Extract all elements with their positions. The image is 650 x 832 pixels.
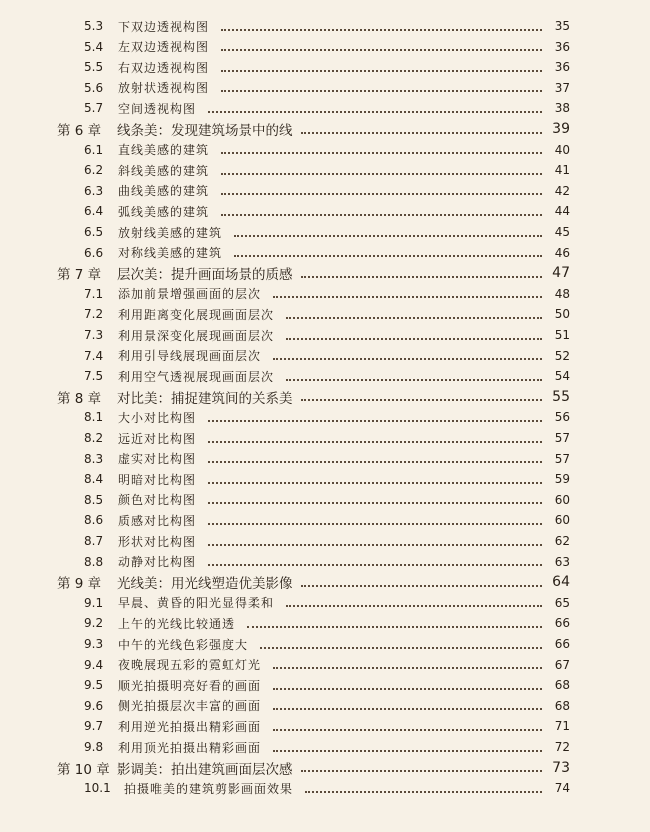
section-number: 7.2 xyxy=(84,307,104,322)
page-number: 74 xyxy=(554,781,570,796)
section-title: 早晨、黄昏的阳光显得柔和 xyxy=(118,596,275,611)
chapter-number: 第 6 章 xyxy=(57,123,102,139)
chapter-title: 对比美：捕捉建筑间的关系美 xyxy=(117,390,293,407)
section-number: 5.4 xyxy=(84,39,104,54)
page-number: 63 xyxy=(554,554,570,569)
section-number: 9.1 xyxy=(84,595,104,610)
section-number: 10.1 xyxy=(84,781,111,796)
section-title: 质感对比构图 xyxy=(118,513,197,528)
toc-section-row[interactable] xyxy=(0,449,650,469)
toc-section-row[interactable] xyxy=(0,243,650,263)
section-title: 直线美感的建筑 xyxy=(118,143,210,158)
toc-section-row[interactable] xyxy=(0,552,650,572)
dot-leader xyxy=(208,522,542,525)
section-title: 曲线美感的建筑 xyxy=(118,184,210,199)
toc-section-row[interactable] xyxy=(0,304,650,324)
toc-section-row[interactable] xyxy=(0,346,650,366)
page-number: 66 xyxy=(554,616,570,631)
page-number: 44 xyxy=(554,204,570,219)
section-title: 颜色对比构图 xyxy=(118,493,197,508)
toc-section-row[interactable] xyxy=(0,613,650,633)
toc-section-row[interactable] xyxy=(0,737,650,757)
page-number: 45 xyxy=(554,225,570,239)
page-number: 36 xyxy=(554,39,570,54)
section-title: 斜线美感的建筑 xyxy=(118,163,210,178)
toc-section-row[interactable] xyxy=(0,593,650,613)
page-number: 52 xyxy=(554,348,570,363)
page-number: 51 xyxy=(554,328,570,342)
dot-leader xyxy=(301,275,543,278)
dot-leader xyxy=(208,543,542,546)
page-number: 67 xyxy=(554,657,570,672)
page-number: 50 xyxy=(554,307,570,322)
chapter-number: 第 9 章 xyxy=(57,576,102,593)
dot-leader xyxy=(301,584,543,587)
dot-leader xyxy=(301,398,543,401)
section-title: 中午的光线色彩强度大 xyxy=(118,637,249,652)
toc-section-row[interactable] xyxy=(0,78,650,98)
dot-leader xyxy=(301,769,543,772)
dot-leader xyxy=(273,728,542,731)
section-title: 空间透视构图 xyxy=(118,101,197,116)
page-number: 57 xyxy=(554,451,570,466)
toc-chapter-row[interactable] xyxy=(0,263,650,283)
page-number: 68 xyxy=(554,698,570,713)
toc-section-row[interactable] xyxy=(0,16,650,36)
section-title: 利用景深变化展现画面层次 xyxy=(118,328,275,343)
section-title: 拍摄唯美的建筑剪影画面效果 xyxy=(124,781,294,796)
section-number: 6.1 xyxy=(84,142,104,157)
page-number: 38 xyxy=(554,101,570,116)
dot-leader xyxy=(273,666,542,669)
toc-chapter-row[interactable] xyxy=(0,119,650,139)
toc-section-row[interactable] xyxy=(0,510,650,530)
section-number: 5.6 xyxy=(84,80,104,95)
section-number: 8.8 xyxy=(84,554,104,569)
section-number: 6.3 xyxy=(84,183,104,198)
toc-section-row[interactable] xyxy=(0,57,650,77)
dot-leader xyxy=(221,28,542,31)
page-number: 56 xyxy=(554,410,570,425)
page-number: 54 xyxy=(554,369,570,384)
chapter-number: 第 7 章 xyxy=(57,267,102,284)
section-title: 大小对比构图 xyxy=(118,410,197,425)
toc-section-row[interactable] xyxy=(0,160,650,180)
chapter-title: 线条美：发现建筑场景中的线 xyxy=(117,123,293,139)
section-title: 左双边透视构图 xyxy=(118,40,210,55)
dot-leader xyxy=(208,481,542,484)
section-number: 7.5 xyxy=(84,369,104,384)
toc-section-row[interactable] xyxy=(0,428,650,448)
toc-section-row[interactable] xyxy=(0,366,650,386)
section-number: 8.2 xyxy=(84,431,104,445)
toc-section-row[interactable] xyxy=(0,634,650,654)
dot-leader xyxy=(273,687,542,690)
section-number: 9.8 xyxy=(84,740,104,754)
dot-leader xyxy=(208,110,542,113)
section-number: 6.4 xyxy=(84,204,104,219)
page-number: 65 xyxy=(554,595,570,610)
dot-leader xyxy=(286,604,542,607)
chapter-title: 层次美：提升画面场景的质感 xyxy=(117,267,293,284)
dot-leader xyxy=(247,625,542,628)
section-title: 放射线美感的建筑 xyxy=(118,225,223,240)
toc-section-row[interactable] xyxy=(0,490,650,510)
dot-leader xyxy=(208,563,542,566)
section-number: 6.2 xyxy=(84,163,104,178)
dot-leader xyxy=(301,131,543,134)
section-title: 放射状透视构图 xyxy=(118,81,210,96)
section-title: 右双边透视构图 xyxy=(118,60,210,75)
page-number: 48 xyxy=(554,286,570,301)
section-number: 9.5 xyxy=(84,678,104,693)
dot-leader xyxy=(221,151,542,154)
page-number: 42 xyxy=(554,183,570,198)
chapter-title: 影调美：拍出建筑画面层次感 xyxy=(117,761,293,778)
section-number: 7.3 xyxy=(84,328,104,342)
page-number: 73 xyxy=(552,759,570,776)
page-number: 60 xyxy=(554,513,570,528)
dot-leader xyxy=(208,440,542,443)
page-number: 39 xyxy=(552,121,570,137)
section-number: 9.4 xyxy=(84,657,104,672)
section-number: 6.6 xyxy=(84,245,104,260)
section-number: 7.1 xyxy=(84,286,104,301)
toc-section-row[interactable] xyxy=(0,696,650,716)
page-number: 64 xyxy=(552,574,570,591)
dot-leader xyxy=(260,646,542,649)
section-title: 虚实对比构图 xyxy=(118,452,197,467)
page-number: 59 xyxy=(554,472,570,487)
toc-section-row[interactable] xyxy=(0,181,650,201)
section-title: 对称线美感的建筑 xyxy=(118,246,223,261)
page-number: 41 xyxy=(554,163,570,178)
section-title: 利用顶光拍摄出精彩画面 xyxy=(118,740,262,755)
dot-leader xyxy=(273,749,542,752)
dot-leader xyxy=(208,501,542,504)
page-number: 40 xyxy=(554,142,570,157)
page-number: 71 xyxy=(554,719,570,734)
section-title: 弧线美感的建筑 xyxy=(118,204,210,219)
section-number: 8.7 xyxy=(84,534,104,548)
section-title: 远近对比构图 xyxy=(118,431,197,446)
page-number: 57 xyxy=(554,431,570,445)
toc-section-row[interactable] xyxy=(0,325,650,345)
section-title: 顺光拍摄明亮好看的画面 xyxy=(118,678,262,693)
dot-leader xyxy=(286,337,542,340)
page-number: 60 xyxy=(554,492,570,507)
section-title: 明暗对比构图 xyxy=(118,472,197,487)
toc-chapter-row[interactable] xyxy=(0,387,650,407)
section-number: 5.3 xyxy=(84,19,104,33)
section-number: 8.3 xyxy=(84,451,104,466)
toc-section-row[interactable] xyxy=(0,655,650,675)
toc-section-row[interactable] xyxy=(0,675,650,695)
section-title: 利用距离变化展现画面层次 xyxy=(118,307,275,322)
section-number: 8.5 xyxy=(84,492,104,507)
section-number: 9.3 xyxy=(84,637,104,651)
chapter-title: 光线美：用光线塑造优美影像 xyxy=(117,576,293,593)
dot-leader xyxy=(273,295,542,298)
section-title: 上午的光线比较通透 xyxy=(118,616,236,631)
section-number: 7.4 xyxy=(84,348,104,363)
dot-leader xyxy=(221,69,542,72)
section-title: 添加前景增强画面的层次 xyxy=(118,287,262,302)
section-title: 夜晚展现五彩的霓虹灯光 xyxy=(118,658,262,673)
toc-section-row[interactable] xyxy=(0,407,650,427)
section-title: 利用引导线展现画面层次 xyxy=(118,349,262,364)
toc-section-row[interactable] xyxy=(0,469,650,489)
section-title: 形状对比构图 xyxy=(118,534,197,549)
toc-section-row[interactable] xyxy=(0,716,650,736)
page-number: 72 xyxy=(554,740,570,754)
page-number: 35 xyxy=(554,19,570,33)
toc-section-row[interactable] xyxy=(0,140,650,160)
page-number: 55 xyxy=(552,388,570,405)
dot-leader xyxy=(208,419,542,422)
page-number: 47 xyxy=(552,265,570,282)
section-title: 侧光拍摄层次丰富的画面 xyxy=(118,699,262,714)
page-number: 62 xyxy=(554,534,570,548)
chapter-number: 第 8 章 xyxy=(57,390,102,407)
dot-leader xyxy=(305,790,542,793)
chapter-number: 第 10 章 xyxy=(57,761,110,778)
section-number: 5.5 xyxy=(84,60,104,75)
dot-leader xyxy=(286,316,542,319)
dot-leader xyxy=(273,357,542,360)
section-number: 8.4 xyxy=(84,472,104,487)
section-number: 8.6 xyxy=(84,513,104,528)
toc-section-row[interactable] xyxy=(0,201,650,221)
page-number: 36 xyxy=(554,60,570,75)
section-number: 9.6 xyxy=(84,698,104,713)
page-number: 66 xyxy=(554,637,570,651)
section-title: 动静对比构图 xyxy=(118,555,197,570)
section-number: 5.7 xyxy=(84,101,104,116)
page-number: 46 xyxy=(554,245,570,260)
section-title: 下双边透视构图 xyxy=(118,19,210,34)
dot-leader xyxy=(286,378,542,381)
toc-section-row[interactable] xyxy=(0,284,650,304)
dot-leader xyxy=(221,192,542,195)
dot-leader xyxy=(221,48,542,51)
page-number: 68 xyxy=(554,678,570,693)
dot-leader xyxy=(221,213,542,216)
section-number: 9.7 xyxy=(84,719,104,734)
toc-section-row[interactable] xyxy=(0,222,650,242)
dot-leader xyxy=(221,89,542,92)
toc-chapter-row[interactable] xyxy=(0,572,650,592)
dot-leader xyxy=(234,254,542,257)
dot-leader xyxy=(221,172,542,175)
toc-section-row[interactable] xyxy=(0,37,650,57)
toc-section-row[interactable] xyxy=(0,531,650,551)
dot-leader xyxy=(208,460,542,463)
section-title: 利用空气透视展现画面层次 xyxy=(118,369,275,384)
section-title: 利用逆光拍摄出精彩画面 xyxy=(118,719,262,734)
section-number: 8.1 xyxy=(84,410,104,425)
toc-chapter-row[interactable] xyxy=(0,758,650,778)
page-number: 37 xyxy=(554,80,570,95)
toc-section-row[interactable] xyxy=(0,98,650,118)
dot-leader xyxy=(273,707,542,710)
dot-leader xyxy=(234,234,542,237)
section-number: 6.5 xyxy=(84,225,104,239)
toc-section-row[interactable] xyxy=(0,778,650,798)
section-number: 9.2 xyxy=(84,616,104,631)
